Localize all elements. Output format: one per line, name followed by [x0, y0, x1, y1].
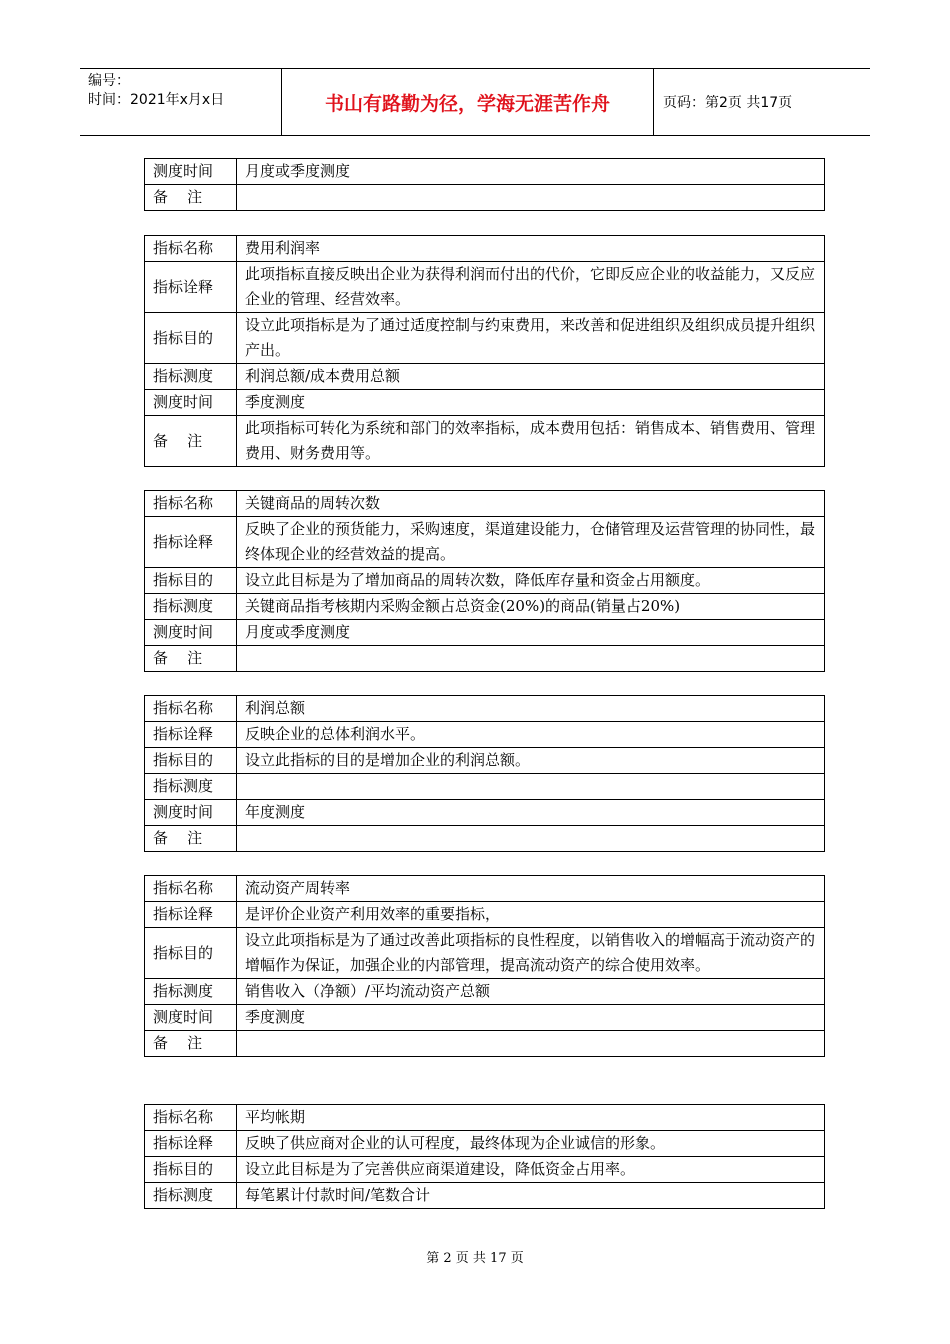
row-key: 备 注 [145, 1031, 237, 1057]
row-value: 此项指标直接反映出企业为获得利润而付出的代价，它即反应企业的收益能力，又反应企业的管理、经营效率。 [237, 262, 825, 313]
table-row [145, 902, 825, 928]
row-key: 测度时间 [145, 800, 237, 826]
table-row [145, 390, 825, 416]
row-value: 设立此项指标是为了通过改善此项指标的良性程度，以销售收入的增幅高于流动资产的增幅作为保证，加强企业的内部管理，提高流动资产的综合使用效率。 [237, 928, 825, 979]
table-row [145, 928, 825, 979]
row-key: 指标目的 [145, 313, 237, 364]
row-value: 反映了企业的预货能力，采购速度，渠道建设能力，仓储管理及运营管理的协同性，最终体现企业的经营效益的提高。 [237, 517, 825, 568]
header-meta [80, 69, 282, 135]
table-row [145, 1005, 825, 1031]
row-key: 指标目的 [145, 928, 237, 979]
row-key: 指标诠释 [145, 1131, 237, 1157]
row-value: 设立此指标的目的是增加企业的利润总额。 [237, 748, 825, 774]
row-key: 指标测度 [145, 594, 237, 620]
row-value: 季度测度 [237, 390, 825, 416]
row-key: 指标目的 [145, 748, 237, 774]
table-row [145, 594, 825, 620]
row-value: 设立此目标是为了增加商品的周转次数，降低库存量和资金占用额度。 [237, 568, 825, 594]
table-row [145, 774, 825, 800]
row-key: 指标名称 [145, 876, 237, 902]
row-value: 反映了供应商对企业的认可程度，最终体现为企业诚信的形象。 [237, 1131, 825, 1157]
indicator-table-5 [144, 875, 825, 1057]
row-value: 设立此项指标是为了通过适度控制与约束费用，来改善和促进组织及组织成员提升组织产出。 [237, 313, 825, 364]
row-key: 指标目的 [145, 568, 237, 594]
table-row [145, 722, 825, 748]
table-row [145, 1031, 825, 1057]
row-key: 指标测度 [145, 364, 237, 390]
row-key: 测度时间 [145, 390, 237, 416]
indicator-table-1 [144, 158, 825, 211]
time-label: 时间：2021年x月x日 [88, 92, 225, 108]
row-value: 利润总额 [237, 696, 825, 722]
row-key: 指标名称 [145, 1105, 237, 1131]
row-key: 备 注 [145, 826, 237, 852]
table-row [145, 1157, 825, 1183]
table-row [145, 416, 825, 467]
row-key: 指标名称 [145, 491, 237, 517]
row-value: 关键商品指考核期内采购金额占总资金(20%)的商品(销量占20%) [237, 594, 825, 620]
row-value [237, 826, 825, 852]
row-key: 指标测度 [145, 774, 237, 800]
row-key: 指标诠释 [145, 262, 237, 313]
table-row [145, 800, 825, 826]
table-row [145, 313, 825, 364]
table-row [145, 262, 825, 313]
row-key: 指标目的 [145, 1157, 237, 1183]
row-value: 利润总额/成本费用总额 [237, 364, 825, 390]
row-value: 月度或季度测度 [237, 620, 825, 646]
row-key: 指标诠释 [145, 722, 237, 748]
table-row [145, 696, 825, 722]
header-motto: 书山有路勤为径，学海无涯苦作舟 [282, 69, 654, 135]
row-key: 测度时间 [145, 1005, 237, 1031]
row-key: 测度时间 [145, 159, 237, 185]
number-label: 编号： [88, 73, 130, 89]
row-value: 每笔累计付款时间/笔数合计 [237, 1183, 825, 1209]
header-page-info: 页码：第2页 共17页 [663, 95, 793, 111]
row-value [237, 1031, 825, 1057]
row-value: 年度测度 [237, 800, 825, 826]
row-value: 设立此目标是为了完善供应商渠道建设，降低资金占用率。 [237, 1157, 825, 1183]
row-key: 备 注 [145, 416, 237, 467]
row-key: 指标名称 [145, 696, 237, 722]
table-row [145, 826, 825, 852]
row-key: 备 注 [145, 185, 237, 211]
row-key: 指标测度 [145, 979, 237, 1005]
table-row [145, 364, 825, 390]
table-row [145, 876, 825, 902]
row-value [237, 774, 825, 800]
row-value: 销售收入（净额）/平均流动资产总额 [237, 979, 825, 1005]
row-value [237, 646, 825, 672]
table-row [145, 748, 825, 774]
indicator-table-2 [144, 235, 825, 467]
table-row [145, 1105, 825, 1131]
row-value: 费用利润率 [237, 236, 825, 262]
table-row [145, 1131, 825, 1157]
row-value: 季度测度 [237, 1005, 825, 1031]
row-value: 是评价企业资产利用效率的重要指标， [237, 902, 825, 928]
row-key: 指标诠释 [145, 902, 237, 928]
row-key: 测度时间 [145, 620, 237, 646]
row-value: 反映企业的总体利润水平。 [237, 722, 825, 748]
indicator-table-4 [144, 695, 825, 852]
table-row [145, 979, 825, 1005]
indicator-table-6 [144, 1104, 825, 1209]
row-key: 指标名称 [145, 236, 237, 262]
row-value: 关键商品的周转次数 [237, 491, 825, 517]
page-header [80, 68, 870, 136]
indicator-table-3 [144, 490, 825, 672]
table-row [145, 568, 825, 594]
page-footer: 第 2 页 共 17 页 [426, 1251, 524, 1266]
row-key: 备 注 [145, 646, 237, 672]
row-value: 平均帐期 [237, 1105, 825, 1131]
table-row [145, 491, 825, 517]
row-value: 月度或季度测度 [237, 159, 825, 185]
table-row [145, 236, 825, 262]
row-value: 流动资产周转率 [237, 876, 825, 902]
table-row [145, 1183, 825, 1209]
table-row [145, 620, 825, 646]
row-key: 指标诠释 [145, 517, 237, 568]
row-value [237, 185, 825, 211]
table-row [145, 517, 825, 568]
table-row [145, 646, 825, 672]
table-row [145, 185, 825, 211]
row-value: 此项指标可转化为系统和部门的效率指标，成本费用包括：销售成本、销售费用、管理费用、财务费用等。 [237, 416, 825, 467]
row-key: 指标测度 [145, 1183, 237, 1209]
table-row [145, 159, 825, 185]
